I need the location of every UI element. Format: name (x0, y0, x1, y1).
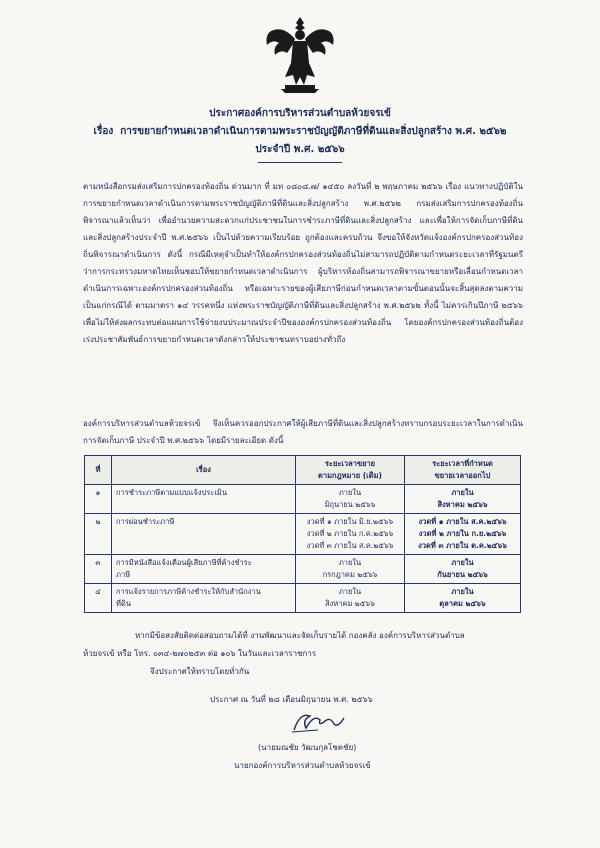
header-extended-period: ระยะเวลาที่กำหนด ขยายเวลาออกไป (405, 456, 521, 485)
body-paragraph-2 (83, 415, 523, 449)
header-original-period: ระยะเวลาขยาย ตามกฎหมาย (เดิม) (296, 456, 405, 485)
row-no: ๒ (85, 514, 112, 555)
row-no: ๑ (85, 485, 112, 514)
row-original: ภายใน สิงหาคม ๒๕๖๖ (296, 584, 405, 613)
row-original: งวดที่ ๑ ภายใน มิ.ย.๒๕๖๖ งวดที่ ๒ ภายใน ก.ค.๒๕๖๖ งวดที่ ๓ ภายใน ส.ค.๒๕๖๖ (296, 514, 405, 555)
table-row (85, 485, 521, 514)
contact-line-1: หากมีข้อสงสัยติดต่อสอบถามได้ที่ งานพัฒนาและจัดเก็บรายได้ กองคลัง องค์การบริหารส่วนตำบล (135, 631, 465, 640)
notice-title: ประกาศองค์การบริหารส่วนตำบลห้วยจรเข้ (209, 108, 391, 119)
table-header-row (85, 456, 521, 485)
row-topic: การชำระภาษีตามแบบแจ้งประเมิน (112, 485, 296, 514)
row-extended: ภายใน ตุลาคม ๒๕๖๖ (405, 584, 521, 613)
row-no: ๔ (85, 584, 112, 613)
notice-year: ประจำปี พ.ศ. ๒๕๖๖ (255, 144, 345, 155)
table-row (85, 584, 521, 613)
body-paragraph-2-text: องค์การบริหารส่วนตำบลห้วยจรเข้ จึงเห็นควรออกประกาศให้ผู้เสียภาษีที่ดินและสิ่งปลูกสร้างทราบกรอบระยะเวลาในการดำเนินการจัดเก็บภาษี ประจำปี พ.ศ.๒๕๖๖ โดยมีรายละเอียด ดังนี้ (83, 419, 523, 445)
row-extended: ภายใน สิงหาคม ๒๕๖๖ (405, 485, 521, 514)
title-divider (258, 162, 342, 163)
table-row (85, 514, 521, 555)
body-paragraph-1 (83, 178, 523, 348)
subject-text: การขยายกำหนดเวลาดำเนินการตามพระราชบัญญัติภาษีที่ดินและสิ่งปลูกสร้าง พ.ศ. ๒๕๖๒ (120, 126, 507, 137)
body-paragraph-1-text: ตามหนังสือกรมส่งเสริมการปกครองท้องถิ่น ด่วนมาก ที่ มท ๐๘๐๘.๗/ ๑๔๕๐ ลงวันที่ ๒ พฤษภาคม ๒๕๖๖ เรื่อง แนวทางปฏิบัติในการขยายกำหนดเวลาดำเนินการตามพระราชบัญญัติภาษีที่ดินและสิ่งปลูกสร้าง พ.ศ.๒๕๖๒ กรมส่งเสริมการปกครองท้องถิ่นพิจารณาแล้วเห็นว่า เพื่ออำนวยความสะดวกแก่ประชาชนในการชำระภาษีที่ดินและสิ่งปลูกสร้าง และเพื่อให้การจัดเก็บภาษีที่ดินและสิ่งปลูกสร้างประจำปี พ.ศ.๒๕๖๖ เป็นไปด้วยความเรียบร้อย ถูกต้องและครบถ้วน จึงขอให้จังหวัดแจ้งองค์กรปกครองส่วนท้องถิ่นพิจารณาดำเนินการ ดังนี้ กรณีมีเหตุจำเป็นทำให้องค์กรปกครองส่วนท้องถิ่นไม่สามารถปฏิบัติตามกำหนดระยะเวลาที่รัฐมนตรีว่าการกระทรวงมหาดไทยเห็นชอบให้ขยายกำหนดเวลาดำเนินการ ผู้บริหารท้องถิ่นสามารถพิจารณาขยายหรือเลื่อนกำหนดเวลาดำเนินการเฉพาะองค์กรปกครองส่วนท้องถิ่น หรือเฉพาะรายของผู้เสียภาษีก่อนกำหนดเวลาตามขั้นตอนนั้นจะสิ้นสุดลงตามความเป็นแก่กรณีได้ ตามมาตรา ๑๔ วรรคหนึ่ง แห่งพระราชบัญญัติภาษีที่ดินและสิ่งปลูกสร้าง พ.ศ.๒๕๖๒ ทั้งนี้ ไม่ควรเกินปีภาษี ๒๕๖๖ เพื่อไม่ให้ส่งผลกระทบต่อแผนการใช้จ่ายงบประมาณประจำปีขององค์กรปกครองส่วนท้องถิ่น โดยองค์กรปกครองส่วนท้องถิ่นต้องเร่งประชาสัมพันธ์การขยายกำหนดเวลาดังกล่าวให้ประชาชนทราบอย่างทั่วถึง (83, 182, 523, 344)
garuda-emblem-icon (263, 15, 338, 95)
signer-name: (นายมณชัย วัฒนกุลโชคชัย) (258, 743, 357, 752)
row-topic: การผ่อนชำระภาษี (112, 514, 296, 555)
row-original: ภายใน มิถุนายน ๒๕๖๖ (296, 485, 405, 514)
row-original: ภายใน กรกฎาคม ๒๕๖๖ (296, 555, 405, 584)
signature-icon (288, 708, 348, 736)
subject-label: เรื่อง (93, 126, 114, 137)
row-extended: ภายใน กันยายน ๒๕๖๖ (405, 555, 521, 584)
header-topic: เรื่อง (112, 456, 296, 485)
table-row (85, 555, 521, 584)
row-extended: งวดที่ ๑ ภายใน ส.ค.๒๕๖๖ งวดที่ ๒ ภายใน ก.ย.๒๕๖๖ งวดที่ ๓ ภายใน ต.ค.๒๕๖๖ (405, 514, 521, 555)
contact-line-2: ห้วยจรเข้ หรือ โทร. ๐๓๔-๒๗๐๒๕๓ ต่อ ๑๐๖ ในวันและเวลาราชการ (83, 649, 317, 658)
row-topic: การมีหนังสือแจ้งเตือนผู้เสียภาษีที่ค้างชำระ ภาษี (112, 555, 296, 584)
header-no: ที่ (85, 456, 112, 485)
row-no: ๓ (85, 555, 112, 584)
row-topic: การแจ้งรายการภาษีค้างชำระให้กับสำนักงาน ที่ดิน (112, 584, 296, 613)
signer-title: นายกองค์การบริหารส่วนตำบลห้วยจรเข้ (234, 761, 371, 770)
schedule-table (84, 455, 521, 613)
announce-date: ประกาศ ณ วันที่ ๒๘ เดือนมิถุนายน พ.ศ. ๒๕๖๖ (210, 695, 373, 704)
notice-subject (0, 125, 600, 139)
announce-line: จึงประกาศให้ทราบโดยทั่วกัน (150, 667, 250, 676)
